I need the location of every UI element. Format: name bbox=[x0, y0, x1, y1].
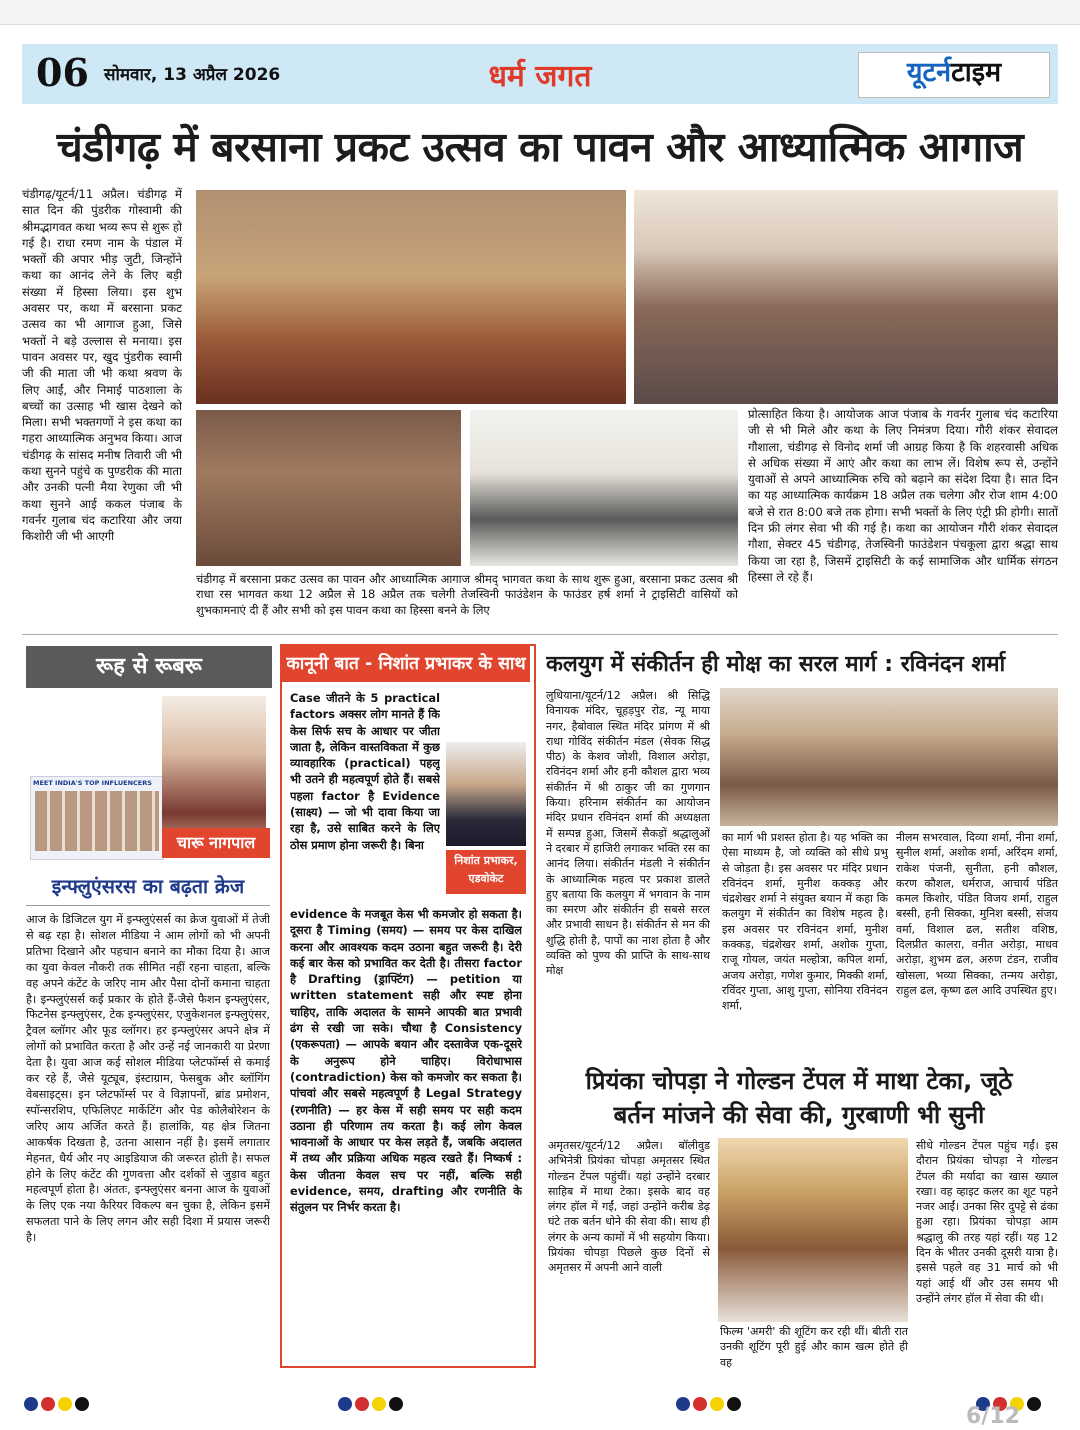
kalyug-column-1: लुधियाना/यूटर्न/12 अप्रैल। श्री सिद्धि विनायक मंदिर, चूहड़पुर रोड, न्यू माया नगर, हैबोवाल स्थित मंदिर प्रांगण में श्री राधा गोविंद संकीर्तन मंडल (सेवक सिद्ध पीठ) के केशव जोशी, विशाल अरोड़ा, रविनंदन शर्मा और हनी कौशल द्वारा भव्य संकीर्तन में श्री ठाकुर जी का गुणगान किया। हरिनाम संकीर्तन का आयोजन मंदिर प्रधान रविनंदन शर्मा की अध्यक्षता में सम्पन्न हुआ, जिसमें सैकड़ों श्रद्धालुओं ने दरबार में हाजिरी लगाकर भक्ति रस का आनंद लिया। संकीर्तन मंडली ने संकीर्तन के आध्यात्मिक महत्व पर प्रकाश डालते हुए बताया कि कलयुग में भगवान के नाम का स्मरण और संकीर्तन ही सबसे सरल और प्रभावी साधन है। संकीर्तन से मन की शुद्धि होती है, पापों का नाश होता है और व्यक्ति को पुण्य की प्राप्ति के साथ-साथ मोक्ष bbox=[546, 689, 710, 978]
color-dots-right bbox=[676, 1396, 744, 1415]
legal-body-top: Case जीतने के 5 practical factors अक्सर लोग मानते हैं कि केस सिर्फ सच के आधार पर जीता जाता है, लेकिन वास्तविकता में कुछ व्यावहारिक (practical) पहलू भी उतने ही महत्वपूर्ण होते हैं। सबसे पहला factor है Evidence (साक्ष्य) — जो भी दावा किया जा रहा है, उसे साबित करने के लिए ठोस प्रमाण होना जरूरी है। बिना bbox=[290, 691, 440, 852]
legal-body-bottom bbox=[290, 906, 522, 1358]
divider bbox=[22, 634, 1058, 635]
kalyug-column-3: नीलम सभरवाल, दिव्या शर्मा, नीना शर्मा, सुनील शर्मा, अशोक शर्मा, अरिंदम शर्मा, राकेश पंजनी, सुनीता, हनी कौशल, करण कौशल, धर्मराज, आचार्य पंडित कमल किशोर, पंडित विजय शर्मा, राहुल बस्सी, हनी सिक्का, मुनिश बस्सी, संजय वर्मा, विशाल ढल, सतीश वशिष्ठ, दिलप्रीत कालरा, वनीत अरोड़ा, माधव अरोड़ा, शुभम ढल, अरुण टंडन, राजीव खोसला, भव्या सिक्का, तन्मय अरोड़ा, राहुल ढल, कृष्ण ढल आदि उपस्थित हुए। bbox=[896, 831, 1058, 997]
golden-temple-photo bbox=[718, 1138, 908, 1322]
kalyug-headline: कलयुग में संकीर्तन ही मोक्ष का सरल मार्ग : रविनंदन शर्मा bbox=[546, 652, 1006, 677]
speaker-photo bbox=[196, 190, 626, 404]
page-date: सोमवार, 13 अप्रैल 2026 bbox=[104, 65, 281, 85]
kalyug-column-2: का मार्ग भी प्रशस्त होता है। यह भक्ति का ऐसा माध्यम है, जो व्यक्ति को सीधे प्रभु से जोड़ता है। इस अवसर पर मंदिर प्रधान रविनंदन शर्मा, मुनीश कक्कड़ और चंद्रशेखर शर्मा ने संयुक्त बयान में कहा कि कलयुग में संकीर्तन का विशेष महत्व है। इस अवसर पर रविनंदन शर्मा, मुनीश कक्कड़, चंद्रशेखर शर्मा, अशोक गुप्ता, राजू गोयल, जयंत मल्होत्रा, कपिल शर्मा, अजय अरोड़ा, गणेश कुमार, मिक्की शर्मा, रविंदर गुप्ता, आशु गुप्ता, सोनिया रविनंदन शर्मा, bbox=[722, 831, 888, 1013]
lead-column-right: प्रोत्साहित किया है। आयोजक आज पंजाब के गवर्नर गुलाब चंद कटारिया जी से भी मिले और कथा के लिए निमंत्रण दिया। गौरी शंकर सेवादल गौशाला, चंडीगढ़ से विनोद शर्मा जी आग्रह किया है कि शहरवासी अधिक से अधिक संख्या में आएं और कथा का लाभ लें। विशेष रूप से, उन्होंने युवाओं से अपने आध्यात्मिक रुचि को बढ़ाने का संदेश दिया है। सात दिन का यह आध्यात्मिक कार्यक्रम 18 अप्रैल तक चलेगा और रोज शाम 4:00 बजे से रात 8:00 बजे तक होगा। सभी भक्तों के लिए एंट्री फ्री होगी। सातों दिन फ्री लंगर सेवा भी की गई है। कथा का आयोजन गौरी शंकर सेवादल गौशा, सेक्टर 45 चंडीगढ़, तेजस्विनी फाउंडेशन पंचकूला द्वारा श्रद्धा साथ किया जा रहा है, जिसमें ट्राइसिटी के कई सामाजिक और धार्मिक संगठन हिस्सा ले रहे हैं। bbox=[748, 407, 1058, 584]
author-name-tag: चारू नागपाल bbox=[162, 828, 270, 858]
ruh-box-title: रूह से रूबरू bbox=[26, 646, 272, 688]
priyanka-headline-line-2: बर्तन मांजने की सेवा की, गुरबाणी भी सुनी bbox=[613, 1101, 985, 1129]
priyanka-headline bbox=[540, 1064, 1058, 1132]
advocate-name-tag: निशांत प्रभाकर, एडवोकेट bbox=[446, 850, 526, 894]
color-dots-left bbox=[24, 1396, 92, 1415]
priyanka-column-1: अमृतसर/यूटर्न/12 अप्रैल। बॉलीवुड अभिनेत्री प्रियंका चोपड़ा अमृतसर स्थित गोल्डन टेंपल पहुंचीं। यहां उन्होंने दरबार साहिब में माथा टेका। इसके बाद वह लंगर हॉल में गईं, जहां उन्होंने करीब डेढ़ घंटे तक बर्तन धोने की सेवा की। साथ ही लंगर के अन्य कामों में भी सहयोग किया। प्रियंका चोपड़ा पिछले कुछ दिनों से अमृतसर में अपनी आने वाली bbox=[548, 1139, 710, 1275]
ruh-headline: इन्फ्लुएंसरस का बढ़ता क्रेज bbox=[51, 875, 245, 898]
author-photo bbox=[162, 696, 266, 842]
divider bbox=[26, 905, 270, 906]
section-title: धर्म जगत bbox=[488, 59, 592, 94]
priyanka-column-2: सीधे गोल्डन टेंपल पहुंच गईं। इस दौरान प्रियंका चोपड़ा ने गोल्डन टेंपल की मर्यादा का खास ख्याल रखा। वह व्हाइट कलर का शूट पहने नजर आईं। उनका सिर दुपट्टे से ढंका हुआ रहा। प्रियंका चोपड़ा आम श्रद्धालु की तरह यहां रहीं। यह 12 दिन के भीतर उनकी दूसरी यात्रा है। इससे पहले वह 31 मार्च को भी यहां आई थीं और उस समय भी उन्होंने लंगर हॉल में सेवा की थी। bbox=[916, 1139, 1058, 1305]
influencer-collage bbox=[30, 776, 164, 860]
influencer-banner: MEET INDIA'S TOP INFLUENCERS bbox=[33, 779, 152, 787]
lead-headline: चंडीगढ़ में बरसाना प्रकट उत्सव का पावन और आध्यात्मिक आगाज bbox=[56, 123, 1024, 171]
viewer-top-bar bbox=[0, 0, 1080, 25]
influencer-faces bbox=[35, 791, 159, 851]
page-header bbox=[22, 44, 1058, 104]
newspaper-logo bbox=[858, 52, 1050, 98]
sankirtan-photo bbox=[720, 688, 1058, 826]
ruh-body: आज के डिजिटल युग में इन्फ्लुएंसर्स का क्रेज युवाओं में तेजी से बढ़ रहा है। सोशल मीडिया ने आम लोगों को भी अपनी प्रतिभा दिखाने और पहचान बनाने का मौका दिया है। आज का युवा केवल नौकरी तक सीमित नहीं रहना चाहता, बल्कि वह अपने कंटेंट के जरिए नाम और पैसा दोनों कमाना चाहता है। इन्फ्लुएंसर्स कई प्रकार के होते हैं-जैसे फैशन इन्फ्लुएंसर, फिटनेस इन्फ्लुएंसर, टेक इन्फ्लुएंसर, एजुकेशनल इन्फ्लुएंसर, ट्रैवल ब्लॉगर और फूड व्लॉगर। हर इन्फ्लुएंसर अपने क्षेत्र में लोगों को प्रभावित करता है और उन्हें नई जानकारी या प्रेरणा देता है। युवा आज कई सोशल मीडिया प्लेटफॉर्म्स से कमाई कर रहे हैं, जैसे यूट्यूब, इंस्टाग्राम, फेसबुक और ब्लॉगिंग वेबसाइट्स। इन प्लेटफॉर्म्स पर वे विज्ञापनों, ब्रांड प्रमोशन, स्पॉन्सरशिप, एफिलिएट मार्केटिंग और पेड कोलैबोरेशन के जरिए आय अर्जित करते हैं। हालांकि, यह क्षेत्र जितना आकर्षक दिखता है, उतना आसान नहीं है। इसमें लगातार मेहनत, धैर्य और नए आइडियाज की जरूरत होती है। सफल होने के लिए कंटेंट की गुणवत्ता और दर्शकों से जुड़ाव बहुत महत्वपूर्ण होता है। अंततः, इन्फ्लुएंसर बनना आज के युवाओं के लिए एक नया कैरियर विकल्प बन चुका है, लेकिन इसमें सफलता पाने के लिए लगन और सही दिशा में प्रयास जरूरी है। bbox=[26, 913, 270, 1245]
legal-body-continued: evidence के मजबूत केस भी कमजोर हो सकता है। दूसरा है Timing (समय) — समय पर केस दाखिल करना और आवश्यक कदम उठाना बहुत जरूरी है। देरी कई बार केस को प्रभावित कर देती है। तीसरा factor है Drafting (ड्राफ्टिंग) — petition या written statement सही और स्पष्ट होना चाहिए, ताकि अदालत के सामने आपकी बात प्रभावी ढंग से रखी जा सके। चौथा है Consistency (एकरूपता) — आपके बयान और दस्तावेज एक-दूसरे के अनुरूप होने चाहिए। विरोधाभास (contradiction) केस को कमजोर कर सकता है। पांचवां और सबसे महत्वपूर्ण है Legal Strategy (रणनीति) — हर केस में सही समय पर सही कदम उठाना ही परिणाम तय करता है। कई लोग केवल भावनाओं के आधार पर केस लड़ते हैं, जबकि अदालत में तथ्य और प्रक्रिया अधिक महत्व रखते हैं। निष्कर्ष : केस जीतना केवल सच पर नहीं, बल्कि सही evidence, समय, drafting और रणनीति के संतुलन पर निर्भर करता है। bbox=[290, 907, 522, 1215]
page-number: 06 bbox=[36, 50, 89, 95]
lead-caption: चंडीगढ़ में बरसाना प्रकट उत्सव का पावन और आध्यात्मिक आगाज श्रीमद् भागवत कथा के साथ शुरू हुआ, बरसाना प्रकट उत्सव श्री राधा रस भागवत कथा 12 अप्रैल से 18 अप्रैल तक चलेगी तेजस्विनी फाउंडेशन के फाउंडर हर्ष शर्मा ने ट्राइसिटी वासियों को शुभकामनाएं दी हैं और सभी को इस पावन कथा का हिस्सा बनने के लिए bbox=[196, 572, 738, 617]
priyanka-photo-text: फिल्म 'अमरी' की शूटिंग कर रही थीं। बीती रात उनकी शूटिंग पूरी हुई और काम खत्म होते ही वह bbox=[720, 1325, 908, 1369]
lead-column-1: चंडीगढ़/यूटर्न/11 अप्रैल। चंडीगढ़ में सात दिन की पुंडरीक गोस्वामी की श्रीमद्भागवत कथा भव्य रूप से शुरू हो गई है। राधा रमण नाम के पंडाल में भक्तों की अपार भीड़ जुटी, जिन्होंने कथा का आनंद लेने के लिए बड़ी संख्या में हिस्सा लिया। इस शुभ अवसर पर, कथा में बरसाना प्रकट उत्सव का भी आगाज हुआ, जिसे भक्तों ने बड़े उल्लास से मनाया। इस पावन अवसर पर, खुद पुंडरीक स्वामी जी की माता जी भी कथा श्रवण के लिए आईं, और निमाई पाठशाला के बच्चों का उत्साह भी खास देखने को मिला। सभी भक्तगणों ने इस कथा का गहरा आध्यात्मिक अनुभव किया। आज चंडीगढ़ के सांसद मनीष तिवारी जी भी कथा सुनने पहुंचे क पुण्डरीक की माता और उनकी पत्नी मैया रेणुका जी भी कथा सुनने आई ककल पंजाब के गवर्नर गुलाब चंद कटारिया और जया किशोरी जी भी आएगी bbox=[22, 187, 182, 544]
audience-photo bbox=[634, 190, 1058, 404]
priyanka-headline-line-1: प्रियंका चोपड़ा ने गोल्डन टेंपल में माथा टेका, जूठे bbox=[585, 1067, 1013, 1095]
logo-part-1: यूटर्न bbox=[906, 57, 952, 88]
legal-title: कानूनी बात - निशांत प्रभाकर के साथ bbox=[282, 646, 530, 682]
children-photo bbox=[196, 410, 461, 566]
governor-meeting-photo bbox=[470, 410, 738, 566]
color-dots-center bbox=[338, 1396, 406, 1415]
page-indicator: 6/12 bbox=[966, 1404, 1020, 1429]
advocate-photo bbox=[446, 742, 526, 846]
logo-part-2: टाइम bbox=[951, 57, 1002, 88]
